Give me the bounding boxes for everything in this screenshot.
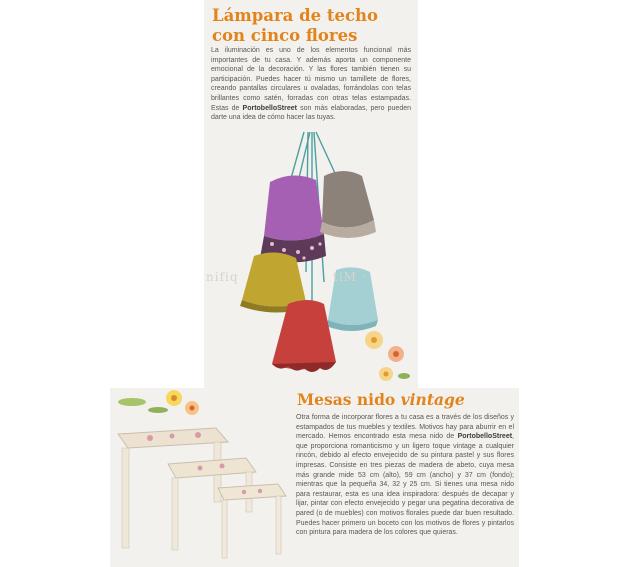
flower-decoration xyxy=(118,390,199,415)
lamp-brand-name: PortobelloStreet xyxy=(242,104,297,112)
tables-body-end: , que proporciona romanticismo y un ligero toque vintage a cualquier rincón, debido al efecto envejecido de su pintura pastel y sus flores impresas. Consiste en tres piezas de madera de abeto, cuya mesa más grande mide 53 cm (alto), 59 cm (ancho) y 37 cm (fondo); mientras que la pequeña 34, 32 y 25 cm. Si tienes una mesa nido para restaurar, esta es una idea inspiradora: después de decapar y lijar, pintar con efecto envejecido y pegar una pegatina decorativa de pared (o de muebles) con motivos florales puede dar buen resultado. Puedes hacer primero un boceto con los motivos de flores y pintarlos con pintura para madera de los colores que quieras. xyxy=(296,433,514,537)
watermark-left: nifiq xyxy=(206,270,239,284)
medium-table xyxy=(168,458,256,550)
lamp-article-title xyxy=(212,6,416,46)
lamp-article xyxy=(204,0,418,388)
watermark-right: tiM · xyxy=(333,270,367,284)
nesting-tables-article xyxy=(110,388,519,567)
lamp-body-end: son más elaboradas, pero pueden darte una idea de cómo hacer las tuyas. xyxy=(211,104,412,122)
title-line-1: Lámpara de techo xyxy=(212,6,379,25)
pendant-lamp-photo xyxy=(224,132,418,386)
title-italic: vintage xyxy=(400,390,465,409)
title-line-2: con cinco flores xyxy=(212,26,358,45)
title-main: Mesas nido xyxy=(297,390,401,409)
tables-article-body xyxy=(296,413,514,538)
lamp-article-body xyxy=(211,46,411,123)
small-table xyxy=(218,484,286,558)
tables-article-title xyxy=(297,390,465,410)
tables-brand-name: PortobelloStreet xyxy=(457,433,513,441)
lamp-body-intro: La iluminación es uno de los elementos funcional más importantes de tu casa. Y además aporta un componente emocional de la decoración. Y las flores también tienen su participación. Puedes hacer tú mismo un tamillete de flores, creando pantallas circulares u ovaladas, forrándolas con telas brillantes como satén, forradas con otras telas estampadas. Estas de xyxy=(211,47,411,112)
tables-body-intro: Otra forma de incorporar flores a tu casa es a través de los diseños y estampados de tus muebles y textiles. Motivos hay para aburrir en el mercado. Hemos encontrado esta mesa nido de xyxy=(296,414,514,441)
nesting-tables-photo xyxy=(110,388,294,567)
